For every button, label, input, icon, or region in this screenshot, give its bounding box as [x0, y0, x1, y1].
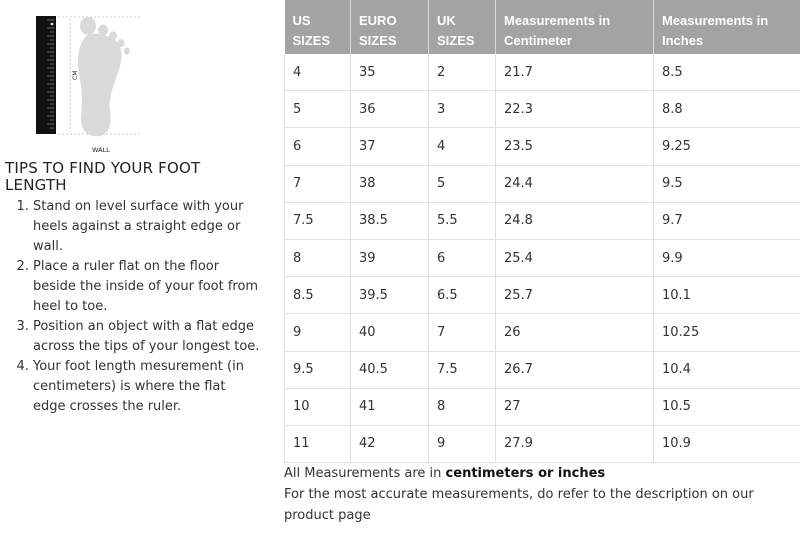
- cell-us-size: 7: [285, 165, 351, 202]
- cell-cm: 25.4: [496, 239, 654, 276]
- table-row: [285, 54, 800, 91]
- table-row: [285, 425, 800, 462]
- cell-inches: 8.5: [654, 54, 800, 91]
- ruler-unit-label: CM: [72, 70, 79, 80]
- tip-step-2: 2. Place a ruler flat on the floor beside the inside of your foot from heel to toe.: [33, 257, 262, 317]
- cell-us-size: 9: [285, 314, 351, 351]
- cell-us-size: 6: [285, 128, 351, 165]
- size-table-body: [285, 54, 800, 463]
- cell-cm: 22.3: [496, 91, 654, 128]
- cell-euro-size: 38: [351, 165, 429, 202]
- cell-us-size: 4: [285, 54, 351, 91]
- cell-inches: 10.5: [654, 388, 800, 425]
- cell-inches: 9.5: [654, 165, 800, 202]
- table-row: [285, 202, 800, 239]
- cell-us-size: 8: [285, 239, 351, 276]
- accuracy-note: For the most accurate measurements, do refer to the description on our product page: [284, 487, 754, 523]
- cell-cm: 25.7: [496, 277, 654, 314]
- table-header-row: [285, 0, 800, 54]
- cell-us-size: 7.5: [285, 202, 351, 239]
- cell-inches: 8.8: [654, 91, 800, 128]
- cell-us-size: 11: [285, 425, 351, 462]
- cell-uk-size: 6: [429, 239, 496, 276]
- size-chart: [284, 0, 800, 463]
- header-cm: Measurements in Centimeter: [496, 0, 654, 54]
- table-row: [285, 165, 800, 202]
- cell-cm: 21.7: [496, 54, 654, 91]
- cell-euro-size: 39.5: [351, 277, 429, 314]
- cell-euro-size: 38.5: [351, 202, 429, 239]
- tip-step-1: 1. Stand on level surface with your heels against a straight edge or wall.: [33, 197, 262, 257]
- cell-cm: 26.7: [496, 351, 654, 388]
- cell-cm: 24.4: [496, 165, 654, 202]
- cell-us-size: 5: [285, 91, 351, 128]
- table-row: [285, 351, 800, 388]
- units-note-bold: centimeters or inches: [445, 466, 606, 481]
- tip-step-4: 4. Your foot length mesurement (in centimeters) is where the flat edge crosses the ruler.: [33, 357, 262, 417]
- cell-cm: 27: [496, 388, 654, 425]
- cell-us-size: 8.5: [285, 277, 351, 314]
- cell-uk-size: 6.5: [429, 277, 496, 314]
- size-table: [284, 0, 800, 463]
- foot-ruler-illustration: [30, 10, 150, 160]
- units-note-prefix: All Measurements are in: [284, 466, 446, 481]
- cell-inches: 9.7: [654, 202, 800, 239]
- table-row: [285, 239, 800, 276]
- cell-uk-size: 9: [429, 425, 496, 462]
- cell-inches: 10.25: [654, 314, 800, 351]
- units-note: [284, 463, 794, 484]
- cell-cm: 26: [496, 314, 654, 351]
- cell-euro-size: 37: [351, 128, 429, 165]
- table-row: [285, 314, 800, 351]
- cell-euro-size: 35: [351, 54, 429, 91]
- cell-cm: 27.9: [496, 425, 654, 462]
- cell-uk-size: 7.5: [429, 351, 496, 388]
- wall-label: WALL: [92, 146, 110, 154]
- cell-uk-size: 5: [429, 165, 496, 202]
- cell-uk-size: 5.5: [429, 202, 496, 239]
- cell-uk-size: 8: [429, 388, 496, 425]
- table-row: [285, 128, 800, 165]
- tip-step-3: 3. Position an object with a flat edge across the tips of your longest toe.: [33, 317, 262, 357]
- cell-inches: 10.4: [654, 351, 800, 388]
- cell-uk-size: 4: [429, 128, 496, 165]
- header-euro-sizes: EURO SIZES: [351, 0, 429, 54]
- cell-uk-size: 7: [429, 314, 496, 351]
- cell-uk-size: 2: [429, 54, 496, 91]
- cell-us-size: 10: [285, 388, 351, 425]
- header-uk-sizes: UK SIZES: [429, 0, 496, 54]
- cell-inches: 10.1: [654, 277, 800, 314]
- foot-measuring-guide: [0, 0, 270, 538]
- cell-euro-size: 41: [351, 388, 429, 425]
- cell-inches: 10.9: [654, 425, 800, 462]
- tips-list: [0, 197, 262, 417]
- cell-uk-size: 3: [429, 91, 496, 128]
- cell-euro-size: 39: [351, 239, 429, 276]
- cell-euro-size: 36: [351, 91, 429, 128]
- table-row: [285, 388, 800, 425]
- cell-inches: 9.9: [654, 239, 800, 276]
- cell-cm: 24.8: [496, 202, 654, 239]
- table-row: [285, 91, 800, 128]
- ruler-icon: [36, 16, 56, 134]
- measurement-notes: [284, 463, 794, 526]
- cell-euro-size: 42: [351, 425, 429, 462]
- cell-us-size: 9.5: [285, 351, 351, 388]
- foot-icon: [78, 17, 130, 136]
- cell-euro-size: 40.5: [351, 351, 429, 388]
- cell-inches: 9.25: [654, 128, 800, 165]
- header-inches: Measurements in Inches: [654, 0, 800, 54]
- cell-euro-size: 40: [351, 314, 429, 351]
- tips-title: TIPS TO FIND YOUR FOOT LENGTH: [5, 159, 201, 194]
- table-row: [285, 277, 800, 314]
- cell-cm: 23.5: [496, 128, 654, 165]
- header-us-sizes: US SIZES: [285, 0, 351, 54]
